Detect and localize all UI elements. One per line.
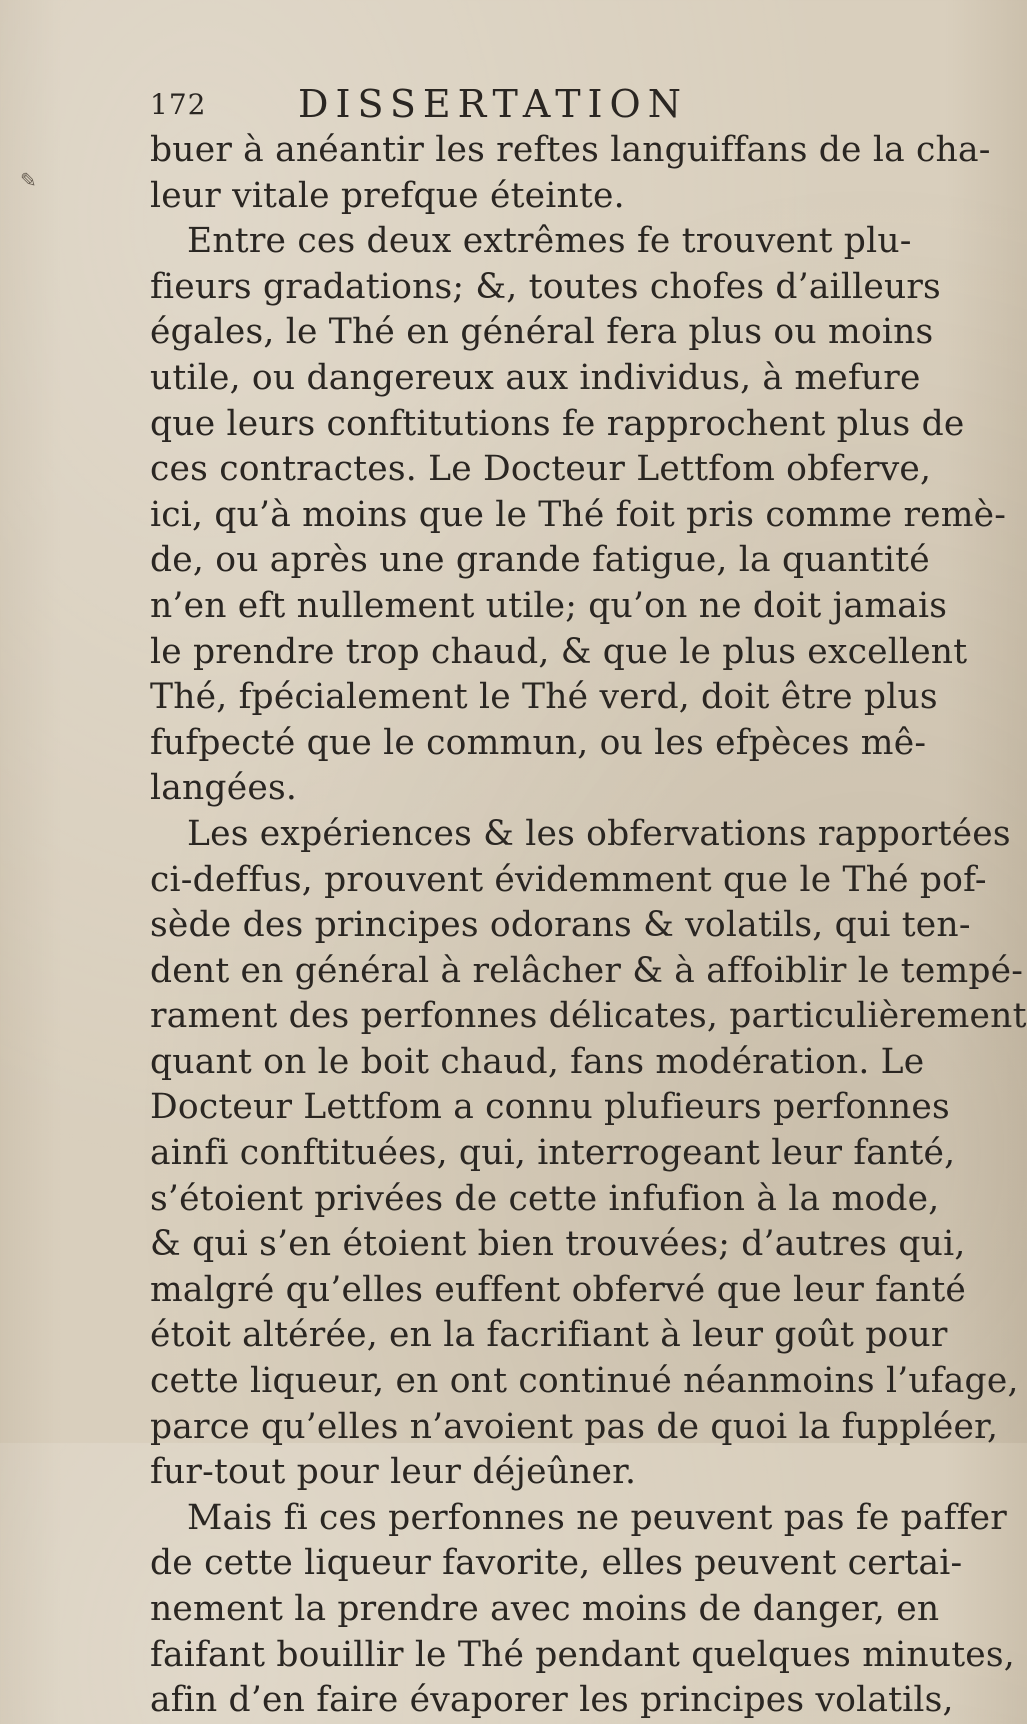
text-line: Entre ces deux extrêmes fe trouvent plu- (187, 221, 912, 262)
text-line: afin d’en faire évaporer les principes volatils, (150, 1680, 954, 1721)
text-line: de cette liqueur favorite, elles peuvent certai- (150, 1543, 963, 1584)
text-line: s’étoient privées de cette infufion à la mode, (150, 1178, 940, 1219)
text-line: étoit altérée, en la facrifiant à leur goût pour (150, 1315, 948, 1356)
text-line: fieurs gradations; &, toutes chofes d’ailleurs (150, 266, 941, 307)
text-line: utile, ou dangereux aux individus, à mefure (150, 357, 921, 398)
page-number: 172 (150, 88, 207, 121)
text-line: cette liqueur, en ont continué néanmoins l’ufage, (150, 1361, 1019, 1402)
text-line: rament des perfonnes délicates, particulièrement (150, 996, 1027, 1037)
text-line: fufpecté que le commun, ou les efpèces mê- (150, 722, 927, 763)
text-line: buer à anéantir les reftes languiffans de la cha- (150, 130, 991, 170)
body-text (150, 128, 1027, 1724)
text-line: de, ou après une grande fatigue, la quantité (150, 540, 930, 581)
text-line: ci-deffus, prouvent évidemment que le Thé pof- (150, 859, 987, 900)
text-line: dent en général à relâcher & à affoiblir le tempé- (150, 950, 1024, 991)
text-line: Mais fi ces perfonnes ne peuvent pas fe paffer (187, 1497, 1007, 1538)
text-line: Docteur Lettfom a connu plufieurs perfonnes (150, 1087, 950, 1128)
text-line: n’en eft nullement utile; qu’on ne doit jamais (150, 585, 948, 626)
text-line: fur-tout pour leur déjeûner. (150, 1452, 637, 1493)
text-line: ici, qu’à moins que le Thé foit pris comme remè- (150, 494, 1007, 535)
text-line: langées. (150, 768, 298, 809)
text-line: faifant bouillir le Thé pendant quelques minutes, (150, 1634, 1015, 1675)
text-line: le prendre trop chaud, & que le plus excellent (150, 631, 968, 672)
text-line: & qui s’en étoient bien trouvées; d’autres qui, (150, 1224, 966, 1265)
text-line: Thé, fpécialement le Thé verd, doit être plus (150, 677, 938, 718)
text-line: Les expériences & les obfervations rapportées (187, 813, 1011, 854)
text-line: sède des principes odorans & volatils, qui ten- (150, 905, 971, 946)
text-line: leur vitale prefque éteinte. (150, 175, 625, 216)
text-line: parce qu’elles n’avoient pas de quoi la fuppléer, (150, 1406, 999, 1447)
page-header (150, 82, 710, 126)
text-line: ces contractes. Le Docteur Lettfom obferve, (150, 449, 932, 490)
text-line: nement la prendre avec moins de danger, en (150, 1589, 940, 1629)
text-line: égales, le Thé en général fera plus ou moins (150, 312, 934, 353)
text-line: ainfi conftituées, qui, interrogeant leur fanté, (150, 1133, 956, 1174)
text-line: que leurs conftitutions fe rapprochent plus de (150, 403, 965, 444)
running-title: DISSERTATION (298, 82, 688, 126)
margin-mark: ✎ (20, 168, 37, 192)
text-line: malgré qu’elles euffent obfervé que leur fanté (150, 1269, 967, 1310)
text-line: quant on le boit chaud, fans modération. Le (150, 1041, 925, 1082)
